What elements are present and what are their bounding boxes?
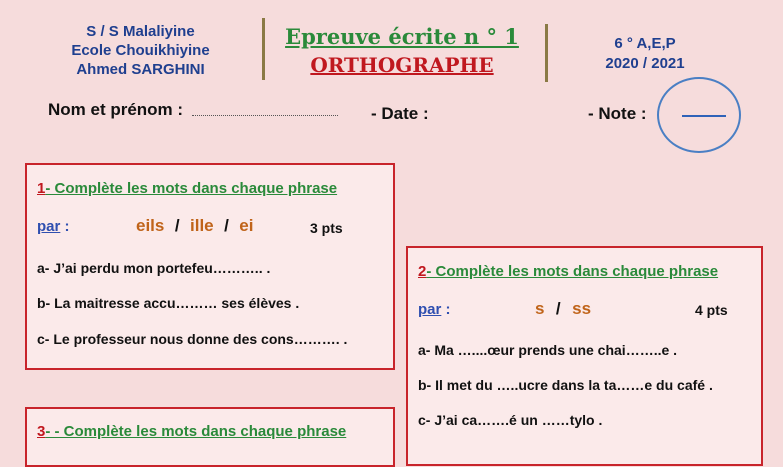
school-year: 2020 / 2021 xyxy=(605,55,685,72)
choice-option: ei xyxy=(239,216,254,235)
choice-option: s xyxy=(535,299,545,318)
name-label: Nom et prénom : xyxy=(48,100,184,119)
note-label: - Note : xyxy=(588,104,647,123)
choice-separator: / xyxy=(174,216,180,235)
exercise-3-instruction: - - Complète les mots dans chaque phrase xyxy=(45,423,347,440)
class-info xyxy=(575,34,715,74)
exercise-2-sentence: c- J’ai ca…….é un ……tylo . xyxy=(418,412,603,428)
exercise-1-sentence: a- J’ai perdu mon portefeu……….. . xyxy=(37,260,271,276)
par-colon: : xyxy=(441,301,451,318)
class-level: 6 ° A,E,P xyxy=(614,35,676,52)
exercise-1-choices xyxy=(136,216,253,236)
exercise-1-sentence: b- La maitresse accu……… ses élèves . xyxy=(37,295,300,311)
exercise-3-number: 3 xyxy=(37,423,46,440)
par-label: par xyxy=(37,218,61,235)
exercise-1-number: 1 xyxy=(37,180,46,197)
note-dash xyxy=(682,115,726,117)
school-info xyxy=(38,22,243,79)
choice-separator: / xyxy=(555,299,561,318)
exercise-1-sentence: c- Le professeur nous donne des cons………. . xyxy=(37,331,348,347)
school-line: Ahmed SARGHINI xyxy=(76,61,205,78)
exercise-2-title xyxy=(418,263,718,280)
subject-title: ORTHOGRAPHE xyxy=(310,53,494,77)
exercise-1-points: 3 pts xyxy=(310,220,343,236)
exercise-2-instruction: - Complète les mots dans chaque phrase xyxy=(426,263,719,280)
exercise-2-sentence: a- Ma …....œur prends une chai……..e . xyxy=(418,342,678,358)
choice-separator: / xyxy=(224,216,229,235)
school-line: Ecole Chouikhiyine xyxy=(71,42,210,59)
choice-option: ss xyxy=(572,299,592,318)
exercise-2-sentence: b- Il met du …..ucre dans la ta……e du café . xyxy=(418,377,713,393)
par-label: par xyxy=(418,301,442,318)
choice-option: ille xyxy=(190,216,214,235)
exam-title: Epreuve écrite n ° 1 xyxy=(285,24,519,49)
school-line: S / S Malaliyine xyxy=(86,23,195,40)
par-colon: : xyxy=(60,218,70,235)
header-divider-left xyxy=(262,18,265,80)
exercise-3-title xyxy=(37,423,346,440)
exercise-2-number: 2 xyxy=(418,263,427,280)
choice-option: eils xyxy=(136,216,165,235)
exercise-1-instruction: - Complète les mots dans chaque phrase xyxy=(45,180,338,197)
exercise-1-par xyxy=(37,218,70,236)
exercise-2-points: 4 pts xyxy=(695,302,728,318)
exercise-2-choices xyxy=(535,299,591,319)
name-field-line[interactable] xyxy=(192,115,338,116)
exercise-1-title xyxy=(37,180,337,197)
date-label: - Date : xyxy=(371,104,429,123)
exercise-2-par xyxy=(418,301,451,319)
header-divider-right xyxy=(545,24,548,82)
